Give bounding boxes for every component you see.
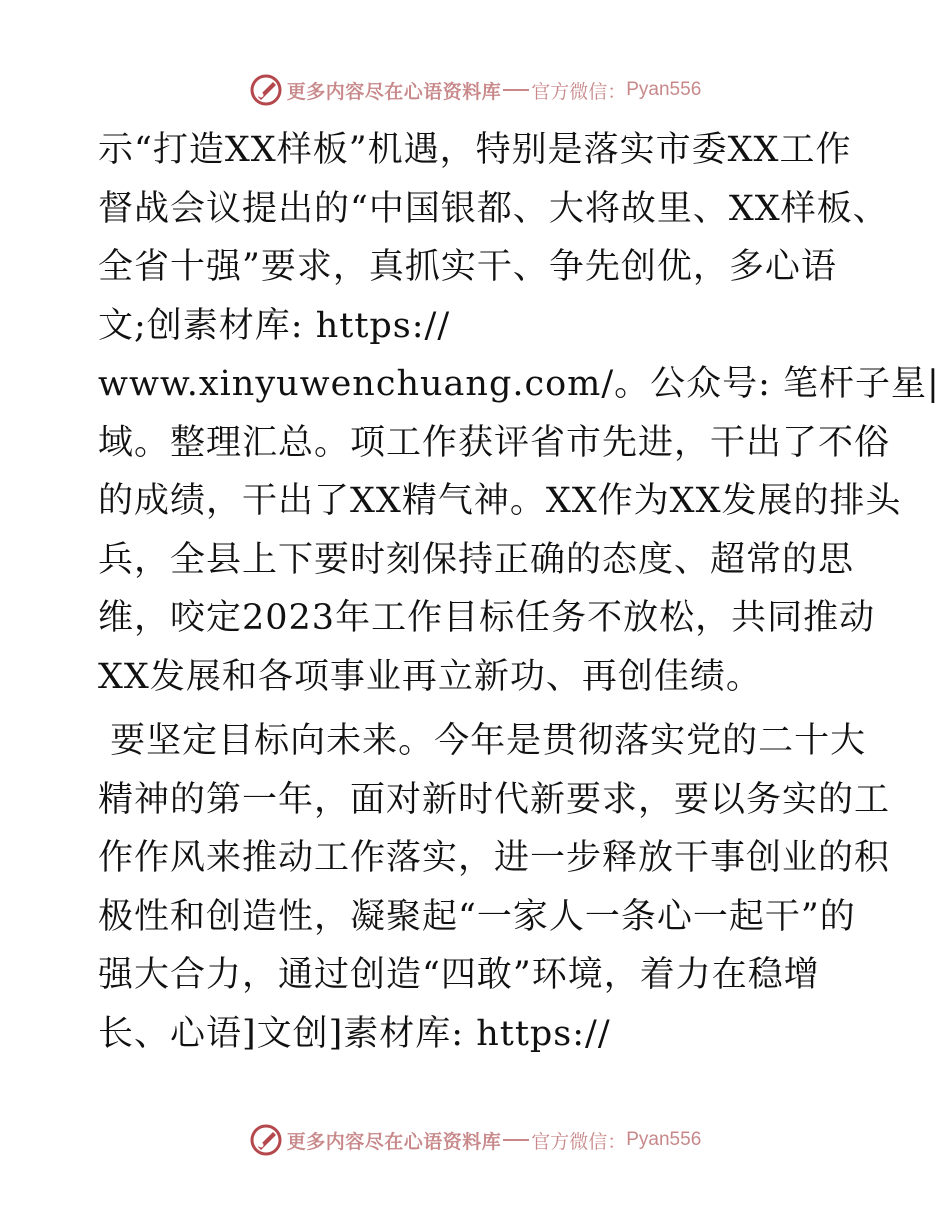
banner-divider — [503, 89, 529, 91]
text-line: 兵，全县上下要时刻保持正确的态度、超常的思 — [98, 539, 855, 580]
banner-divider — [503, 1139, 529, 1141]
text-line: 强大合力，通过创造“四敢”环境，着力在稳增 — [98, 955, 820, 995]
header-banner — [0, 70, 950, 110]
text-line: 长、心语]文创]素材库: https:// — [98, 1013, 611, 1054]
banner-slogan: 更多内容尽在心语资料库 — [286, 1130, 502, 1153]
footer-banner — [0, 1120, 950, 1160]
banner-wechat-label: 官方微信： — [531, 80, 627, 103]
text-line: www.xinyuwenchuang.com/。公众号: 笔杆子星| — [98, 364, 940, 404]
text-line: 文;创素材库: https:// — [98, 305, 451, 346]
banner-wechat-label: 官方微信： — [531, 1130, 627, 1153]
text-line: 维，咬定2023年工作目标任务不放松，共同推动 — [98, 598, 876, 638]
text-line: 全省十强”要求，真抓实干、争先创优，多心语 — [98, 247, 837, 287]
text-line: 督战会议提出的“中国银都、大将故里、XX样板、 — [98, 188, 889, 229]
text-line: 极性和创造性，凝聚起“一家人一条心一起干”的 — [98, 896, 856, 937]
banner-slogan: 更多内容尽在心语资料库 — [286, 80, 502, 103]
text-line: 作作风来推动工作落实，进一步释放干事创业的积 — [98, 838, 891, 878]
text-line: 的成绩，干出了XX精气神。XX作为XX发展的排头 — [98, 481, 902, 521]
pen-nib-logo-icon — [249, 73, 283, 107]
text-line: 要坚定目标向未来。今年是贯彻落实党的二十大 — [98, 721, 867, 761]
paragraph — [98, 712, 891, 1063]
text-line: 精神的第一年，面对新时代新要求，要以务实的工 — [98, 779, 891, 820]
paragraph — [98, 121, 940, 706]
banner-wechat-id: Pyan556 — [626, 79, 702, 100]
text-line: 示“打造XX样板”机遇，特别是落实市委XX工作 — [98, 130, 852, 170]
document-body — [98, 121, 940, 1063]
text-line: XX发展和各项事业再立新功、再创佳绩。 — [98, 656, 762, 697]
banner-wechat-id: Pyan556 — [626, 1129, 702, 1150]
text-line: 域。整理汇总。项工作获评省市先进，干出了不俗 — [98, 422, 891, 463]
pen-nib-logo-icon — [249, 1123, 283, 1157]
